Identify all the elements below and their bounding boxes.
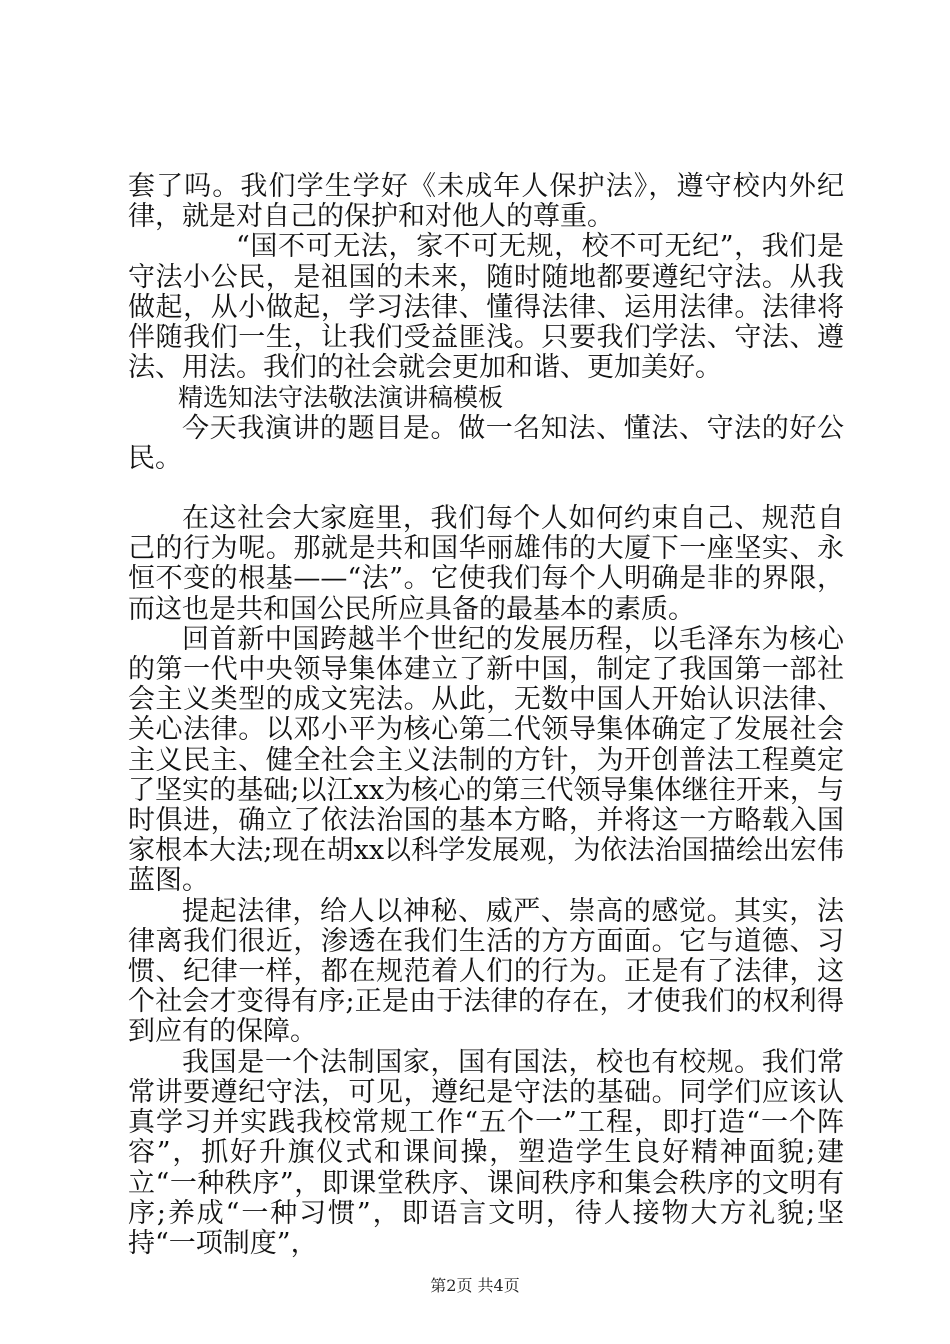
paragraph-3: 今天我演讲的题目是。做一名知法、懂法、守法的好公民。	[128, 412, 844, 474]
paragraph-5: 回首新中国跨越半个世纪的发展历程，以毛泽东为核心的第一代中央领导集体建立了新中国，制定了我国第一部社会主义类型的成文宪法。从此，无数中国人开始认识法律、关心法律。以邓小平为核心第二代领导集体确定了发展社会主义民主、健全社会主义法制的方针，为开创普法工程奠定了坚实的基础;以江xx为核心的第三代领导集体继往开来，与时俱进，确立了依法治国的基本方略，并将这一方略载入国家根本大法;现在胡xx以科学发展观，为依法治国描绘出宏伟蓝图。	[128, 623, 844, 897]
paragraph-gap	[128, 474, 844, 504]
page-number-label: 第2页 共4页	[430, 1276, 520, 1295]
page-footer	[0, 1276, 950, 1296]
paragraph-2: “国不可无法，家不可无规，校不可无纪”，我们是守法小公民，是祖国的未来，随时随地都要遵纪守法。从我做起，从小做起，学习法律、懂得法律、运用法律。法律将伴随我们一生，让我们受益匪浅。只要我们学法、守法、遵法、用法。我们的社会就会更加和谐、更加美好。	[128, 231, 844, 384]
paragraph-6: 提起法律，给人以神秘、威严、崇高的感觉。其实，法律离我们很近，渗透在我们生活的方方面面。它与道德、习惯、纪律一样，都在规范着人们的行为。正是有了法律，这个社会才变得有序;正是由于法律的存在，才使我们的权利得到应有的保障。	[128, 895, 844, 1048]
paragraph-7: 我国是一个法制国家，国有国法，校也有校规。我们常常讲要遵纪守法，可见，遵纪是守法的基础。同学们应该认真学习并实践我校常规工作“五个一”工程，即打造“一个阵容”，抓好升旗仪式和课间操，塑造学生良好精神面貌;建立“一种秩序”，即课堂秩序、课间秩序和集会秩序的文明有序;养成“一种习惯”，即语言文明，待人接物大方礼貌;坚持“一项制度”，	[128, 1046, 844, 1259]
section-title: 精选知法守法敬法演讲稿模板	[178, 383, 504, 413]
document-body	[128, 172, 844, 1259]
paragraph-4: 在这社会大家庭里，我们每个人如何约束自己、规范自己的行为呢。那就是共和国华丽雄伟的大厦下一座坚实、永恒不变的根基——“法”。它使我们每个人明确是非的界限，而这也是共和国公民所应具备的最基本的素质。	[128, 503, 844, 625]
paragraph-1: 套了吗。我们学生学好《未成年人保护法》，遵守校内外纪律，就是对自己的保护和对他人的尊重。	[128, 171, 844, 233]
